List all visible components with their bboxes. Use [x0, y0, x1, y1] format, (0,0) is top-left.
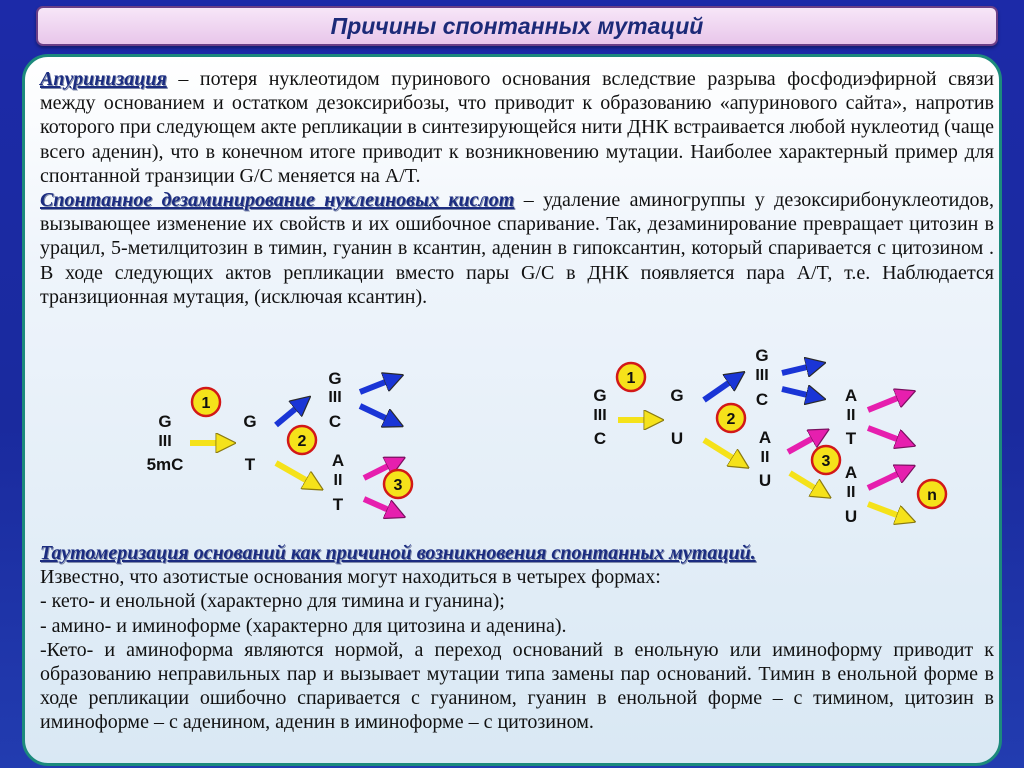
- d2-out3-bond: II: [846, 407, 856, 424]
- tautomer-line-1: Известно, что азотистые основания могут находиться в четырех формах:: [40, 566, 661, 589]
- d1-out1-bottom: C: [328, 412, 342, 431]
- d1-badge-2-label: 2: [297, 433, 307, 450]
- diagram-cytosine-deamination: [593, 346, 946, 526]
- d2-arrow-magenta-4: [868, 468, 910, 488]
- d2-out3-top: A: [844, 386, 858, 405]
- d2-out1-top: G: [755, 346, 769, 365]
- d2-badge-2-label: 2: [726, 411, 736, 428]
- text-apurinization: – потеря нуклеотидом пуринового основания вследствие разрыва фосфодиэфирной связи между основанием и остатком дезоксирибозы, что приводит к образованию «апуринового сайта», напротив которого при следующем акте репликации в синтезирующейся нити ДНК встраивается любой нуклеотид (чаще всего аденин), что в конечном итоге приводит к возникновению мутации. Наиболее характерный пример для спонтанной транзиции G/C меняется на A/T.: [40, 68, 994, 187]
- d1-badge-3-label: 3: [393, 477, 403, 494]
- page-title: Причины спонтанных мутаций: [330, 12, 704, 39]
- d2-arrow-yellow-3: [790, 473, 826, 495]
- d2-out2-bottom: U: [758, 471, 772, 490]
- d1-arrow-blue-up: [276, 400, 306, 425]
- d1-arrow-blue-2: [360, 377, 398, 392]
- d1-mid-top: G: [243, 412, 257, 431]
- d2-arrow-blue-2: [782, 364, 820, 373]
- d2-out4-bond: II: [846, 484, 856, 501]
- d2-out2-bond: II: [760, 449, 770, 466]
- d1-arrow-magenta-2: [364, 499, 400, 515]
- text-block-tautomerization: [40, 541, 994, 735]
- paragraph-tautomer-heading: [40, 541, 994, 565]
- term-tautomerization: Таутомеризация оснований как причиной возникновения спонтанных мутаций.: [40, 542, 756, 564]
- d2-arrow-yellow-2: [704, 440, 744, 465]
- d2-arrow-magenta-2: [868, 393, 910, 410]
- d1-start-top: G: [158, 412, 172, 431]
- d2-mid-top: G: [670, 386, 684, 405]
- d1-out1-top: G: [328, 369, 342, 388]
- d2-out2-top: A: [758, 428, 772, 447]
- d2-arrow-blue-up: [704, 375, 740, 400]
- d2-out3-bottom: T: [845, 429, 857, 448]
- text-deamination: – удаление аминогруппы у дезоксирибонуклеотидов, вызывающее изменение их свойств и их ошибочное спаривание. Так, дезаминирование превращает цитозин в урацил, 5-метилцитозин в тимин, гуанин в ксантин, аденин в гипоксантин, который спаривается с цитозином . В ходе следующих актов репликации вместо пары G/C в ДНК появляется пара A/T, т.е. Наблюдается транзиционная мутация, (исключая ксантин).: [40, 189, 994, 308]
- d1-arrow-yellow-2: [276, 463, 318, 487]
- term-deamination: Спонтанное дезаминирование нуклеиновых кислот: [40, 189, 515, 212]
- d2-out1-bond: III: [755, 367, 769, 384]
- d2-arrow-blue-3: [782, 389, 820, 398]
- d2-out4-top: A: [844, 463, 858, 482]
- d2-badge-3-label: 3: [821, 453, 831, 470]
- tautomer-line-4: -Кето- и аминоформа являются нормой, а переход оснований в енольную или иминоформу приводит к образованию неправильных пар и вызывает мутации типа замены пар оснований. Тимин в енольной форме в ходе репликации ошибочно спаривается с гуанином, гуанин в енольной форме – с тимином, цитозин в иминоформе – с аденином, аденин в иминоформе – с цитозином.: [40, 638, 994, 734]
- d2-mid-bottom: U: [670, 429, 684, 448]
- d1-start-bond: III: [158, 433, 172, 450]
- diagram-5mc-deamination: [147, 369, 412, 515]
- d1-badge-1-label: 1: [201, 395, 211, 412]
- d1-out2-top: A: [331, 451, 345, 470]
- d2-badge-1-label: 1: [626, 370, 636, 387]
- term-apurinization: Апуринизация: [40, 68, 167, 90]
- d1-out1-bond: III: [328, 389, 342, 406]
- d1-start-bottom: 5mC: [146, 455, 184, 474]
- d2-start-bond: III: [593, 407, 607, 424]
- d1-out2-bond: II: [333, 472, 343, 489]
- tautomer-line-3: - амино- и иминоформе (характерно для цитозина и аденина).: [40, 614, 567, 637]
- d2-start-bottom: C: [593, 429, 607, 448]
- d1-out2-bottom: T: [332, 495, 344, 514]
- d2-arrow-yellow-4: [868, 504, 910, 520]
- d2-out1-bottom: C: [755, 390, 769, 409]
- d2-badge-n-label: n: [927, 487, 937, 504]
- d1-mid-bottom: T: [244, 455, 256, 474]
- d2-start-top: G: [593, 386, 607, 405]
- d2-out4-bottom: U: [844, 507, 858, 526]
- d2-arrow-magenta-3: [868, 428, 910, 444]
- d1-arrow-blue-3: [360, 406, 398, 424]
- tautomer-line-2: - кето- и енольной (характерно для тимина и гуанина);: [40, 590, 505, 613]
